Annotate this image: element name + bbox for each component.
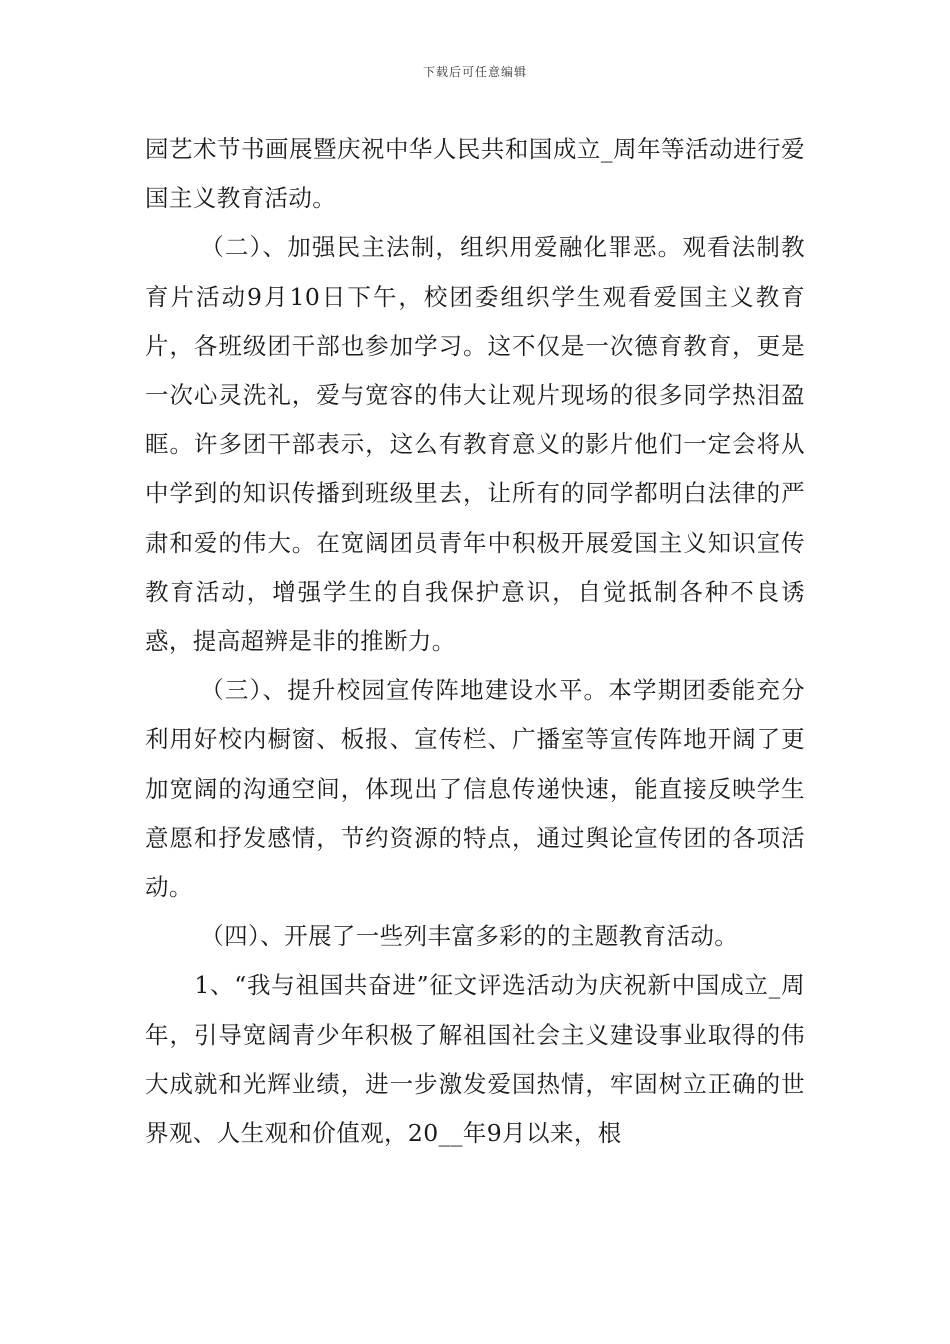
paragraph-section-three: （三）、提升校园宣传阵地建设水平。本学期团委能充分利用好校内橱窗、板报、宣传栏、广播室等宣传阵地开阔了更加宽阔的沟通空间，体现出了信息传递快速，能直接反映学生意愿和抒发感情，节约资源的特点，通过舆论宣传团的各项活动。 [145,676,805,902]
paragraph-section-two: （二）、加强民主法制，组织用爱融化罪恶。观看法制教育片活动9月10日下午，校团委组织学生观看爱国主义教育片，各班级团干部也参加学习。这不仅是一次德育教育，更是一次心灵洗礼，爱与宽容的伟大让观片现场的很多同学热泪盈眶。许多团干部表示，这么有教育意义的影片他们一定会将从中学到的知识传播到班级里去，让所有的同学都明白法律的严肃和爱的伟大。在宽阔团员青年中积极开展爱国主义知识宣传教育活动，增强学生的自我保护意识，自觉抵制各种不良诱惑，提高超辨是非的推断力。 [145,233,805,656]
paragraph-item-one: 1、“我与祖国共奋进”征文评选活动为庆祝新中国成立_周年，引导宽阔青少年积极了解祖国社会主义建设事业取得的伟大成就和光辉业绩，进一步激发爱国热情，牢固树立正确的世界观、人生观和价值观，20__年9月以来，根 [145,971,805,1148]
paragraph-continuation: 园艺术节书画展暨庆祝中华人民共和国成立_周年等活动进行爱国主义教育活动。 [145,135,805,213]
page-header: 下载后可任意编辑 [422,65,527,79]
paragraph-section-four: （四）、开展了一些列丰富多彩的的主题教育活动。 [200,922,739,951]
document-body [145,125,805,1158]
